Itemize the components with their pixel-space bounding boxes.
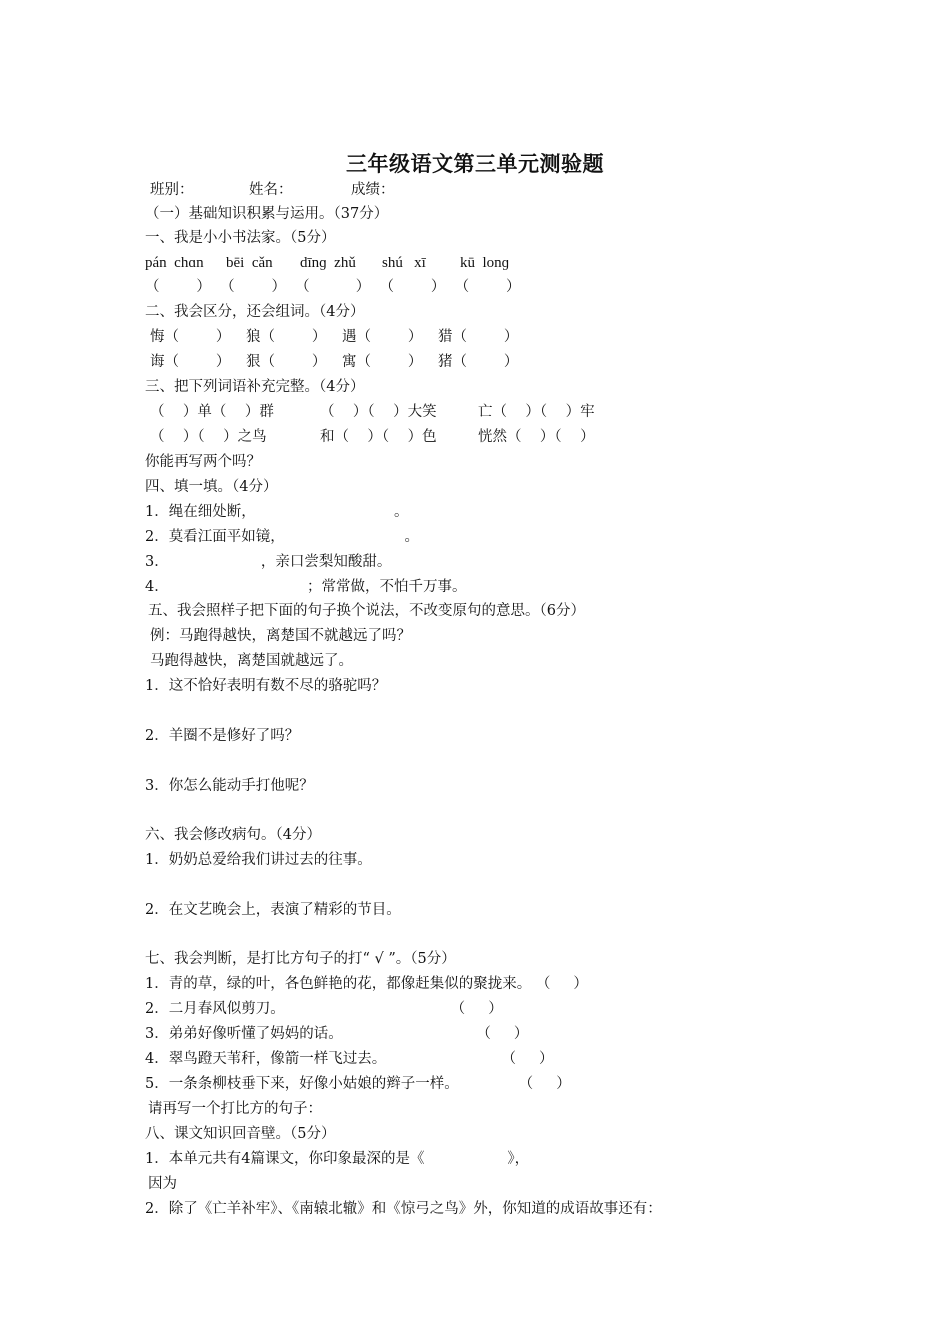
q7-heading: 七、我会判断，是打比方句子的打“ √ ”。（5分） — [145, 951, 456, 967]
q4-item-4: 4． ；常常做，不怕千万事。 — [145, 579, 467, 595]
q5-heading: 五、我会照样子把下面的句子换个说法，不改变原句的意思。（6分） — [148, 603, 585, 619]
q6-heading: 六、我会修改病句。（4分） — [145, 827, 321, 843]
q7-item-2: 2．二月春风似剪刀。 （ ） — [145, 1001, 503, 1017]
q8-heading: 八、课文知识回音壁。（5分） — [145, 1126, 336, 1142]
q2-row1-item4: 猎（ ） — [438, 329, 519, 345]
q1-pinyin-5: kū lonɡ — [460, 255, 510, 271]
q1-pinyin-1: pán chɑn — [145, 255, 204, 271]
q3-heading: 三、把下列词语补充完整。（4分） — [145, 379, 365, 395]
q7-item-3: 3．弟弟好像听懂了妈妈的话。 （ ） — [145, 1026, 529, 1042]
q1-pinyin-2: bēi cǎn — [226, 255, 273, 271]
part-one-heading: （一）基础知识积累与运用。（37分） — [145, 206, 389, 222]
q2-row2-item1: 诲（ ） — [150, 354, 231, 370]
q2-row1-item3: 遇（ ） — [342, 329, 423, 345]
q3-row2-item2: 和（ ）（ ）色 — [320, 429, 437, 445]
q3-row2-item1: （ ）（ ）之鸟 — [150, 429, 267, 445]
q2-row2-item2: 狠（ ） — [246, 354, 327, 370]
q5-item-1: 1．这不恰好表明有数不尽的骆驼吗？ — [145, 678, 387, 694]
q4-item-2: 2．莫看江面平如镜， 。 — [145, 529, 420, 545]
q2-row2-item4: 猪（ ） — [438, 354, 519, 370]
name-label: 姓名： — [249, 182, 293, 198]
class-label: 班别： — [150, 182, 194, 198]
q4-item-1: 1．绳在细处断， 。 — [145, 504, 409, 520]
q2-heading: 二、我会区分，还会组词。（4分） — [145, 304, 365, 320]
q3-extra: 你能再写两个吗？ — [145, 454, 261, 470]
q3-row2-item3: 恍然（ ）（ ） — [478, 429, 595, 445]
q7-item-5: 5．一条条柳枝垂下来，好像小姑娘的辫子一样。 （ ） — [145, 1076, 571, 1092]
q7-item-4: 4．翠鸟蹬天苇秆，像箭一样飞过去。 （ ） — [145, 1051, 554, 1067]
q7-extra: 请再写一个打比方的句子： — [148, 1101, 322, 1117]
q4-heading: 四、填一填。（4分） — [145, 479, 278, 495]
q1-pinyin-3: dīnɡ zhǔ — [300, 255, 356, 271]
q2-row1-item2: 狼（ ） — [246, 329, 327, 345]
q3-row1-item3: 亡（ ）（ ）牢 — [478, 404, 595, 420]
q3-row1-item1: （ ）单（ ）群 — [150, 404, 274, 420]
q3-row1-item2: （ ）（ ）大笑 — [320, 404, 437, 420]
q8-item-1: 1．本单元共有4篇课文，你印象最深的是《 》， — [145, 1151, 530, 1167]
q1-heading: 一、我是小小书法家。（5分） — [145, 230, 336, 246]
q1-pinyin-4: shú xī — [382, 255, 426, 271]
q5-example-question: 例：马跑得越快，离楚国不就越远了吗？ — [150, 628, 411, 644]
q5-item-2: 2．羊圈不是修好了吗？ — [145, 728, 300, 744]
q4-item-3: 3． ，亲口尝梨知酸甜。 — [145, 554, 392, 570]
q2-row1-item1: 悔（ ） — [150, 329, 231, 345]
q2-row2-item3: 寓（ ） — [342, 354, 423, 370]
q1-blanks: （ ） （ ） （ ） （ ） （ ） — [145, 279, 521, 295]
q5-item-3: 3．你怎么能动手打他呢？ — [145, 778, 314, 794]
q8-item-2: 2．除了《亡羊补牢》、《南辕北辙》和《惊弓之鸟》外，你知道的成语故事还有： — [145, 1201, 662, 1217]
score-label: 成绩： — [351, 182, 395, 198]
q8-item-1-because: 因为 — [148, 1176, 177, 1192]
exam-title: 三年级语文第三单元测验题 — [346, 151, 604, 176]
q7-item-1: 1．青的草，绿的叶，各色鲜艳的花，都像赶集似的聚拢来。 （ ） — [145, 976, 588, 992]
q6-item-1: 1．奶奶总爱给我们讲过去的往事。 — [145, 852, 372, 868]
q6-item-2: 2．在文艺晚会上，表演了精彩的节目。 — [145, 902, 401, 918]
q5-example-answer: 马跑得越快，离楚国就越远了。 — [150, 653, 353, 669]
